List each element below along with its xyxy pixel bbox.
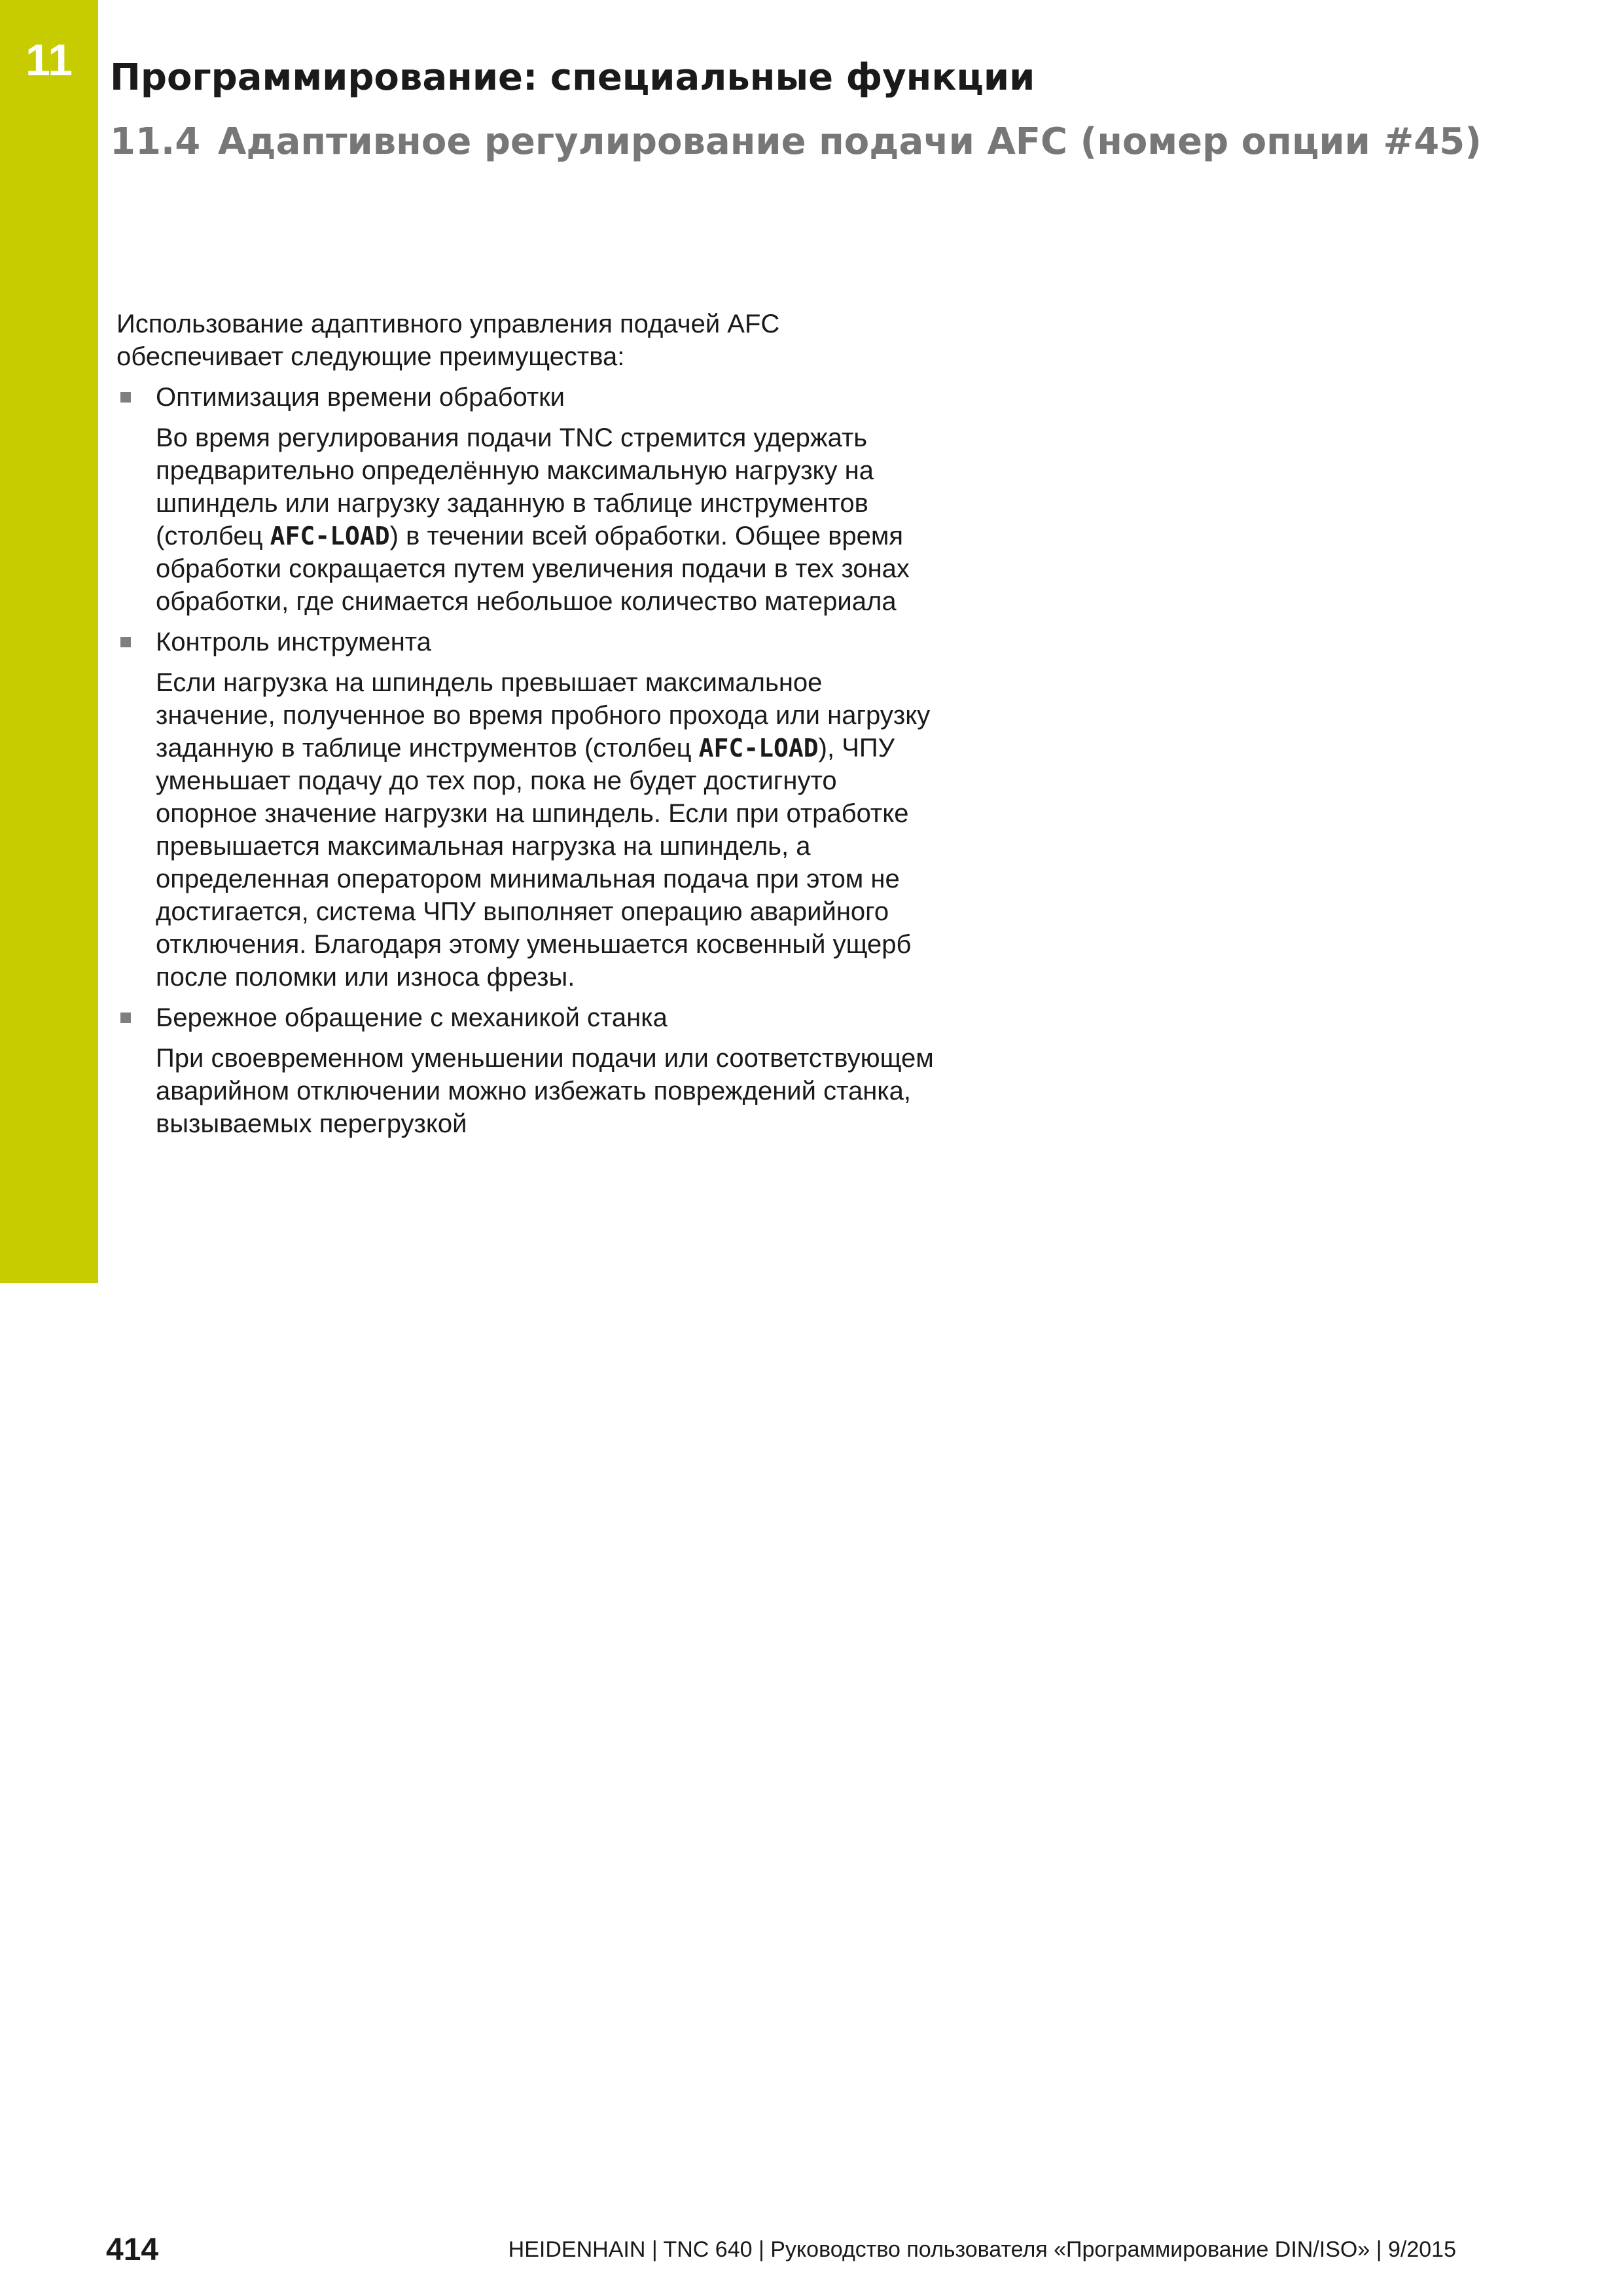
footer-text: HEIDENHAIN | TNC 640 | Руководство пользователя «Программирование DIN/ISO» | 9/2015: [508, 2237, 1456, 2262]
bullet-description-1: [116, 422, 935, 618]
bullet-heading: Бережное обращение с механикой станка: [156, 1003, 668, 1032]
square-bullet-icon: [120, 1013, 131, 1023]
chapter-title: Программирование: специальные функции: [110, 56, 1035, 99]
bullet-item-2: [116, 626, 935, 658]
section-number: 11.4: [110, 120, 201, 163]
bullet-heading: Оптимизация времени обработки: [156, 383, 565, 412]
square-bullet-icon: [120, 637, 131, 647]
square-bullet-icon: [120, 392, 131, 403]
description-text: Если нагрузка на шпиндель превышает максимальное значение, полученное во время пробного прохода или нагрузку заданную в таблице инструментов (столбец: [156, 668, 931, 762]
bullet-description-3: При своевременном уменьшении подачи или соответствующем аварийном отключении можно избежать повреждений станка, вызываемых перегрузкой: [156, 1044, 934, 1138]
column-name-code: AFC-LOAD: [698, 734, 819, 762]
section-title: Адаптивное регулирование подачи AFC (номер опции #45): [218, 120, 1482, 163]
bullet-item-3: [116, 1001, 935, 1034]
body-content: [116, 308, 935, 1148]
bullet-heading: Контроль инструмента: [156, 628, 431, 656]
chapter-side-band: [0, 0, 98, 1283]
bullet-item-1: [116, 381, 935, 414]
description-text: ), ЧПУ уменьшает подачу до тех пор, пока не будет достигнуто опорное значение нагрузки на шпиндель. Если при отработке превышается максимальная нагрузка на шпиндель, а определенная оператором минимальная подача при этом не достигается, система ЧПУ выполняет операцию аварийного отключения. Благодаря этому уменьшается косвенный ущерб после поломки или износа фрезы.: [156, 734, 912, 992]
description-text: ) в течении всей обработки. Общее время обработки сокращается путем увеличения подачи в тех зонах обработки, где снимается небольшое количество материала: [156, 522, 910, 616]
description-text: Во время регулирования подачи TNC стремится удержать предварительно определённую максимальную нагрузку на шпиндель или нагрузку заданную в таблице инструментов (столбец: [156, 423, 874, 550]
section-heading: [110, 122, 1482, 162]
column-name-code: AFC-LOAD: [270, 522, 390, 550]
intro-paragraph: Использование адаптивного управления подачей AFC обеспечивает следующие преимущества:: [116, 310, 780, 371]
page-number: 414: [106, 2233, 159, 2267]
bullet-description-2: [116, 666, 935, 994]
chapter-number: 11: [26, 35, 73, 85]
